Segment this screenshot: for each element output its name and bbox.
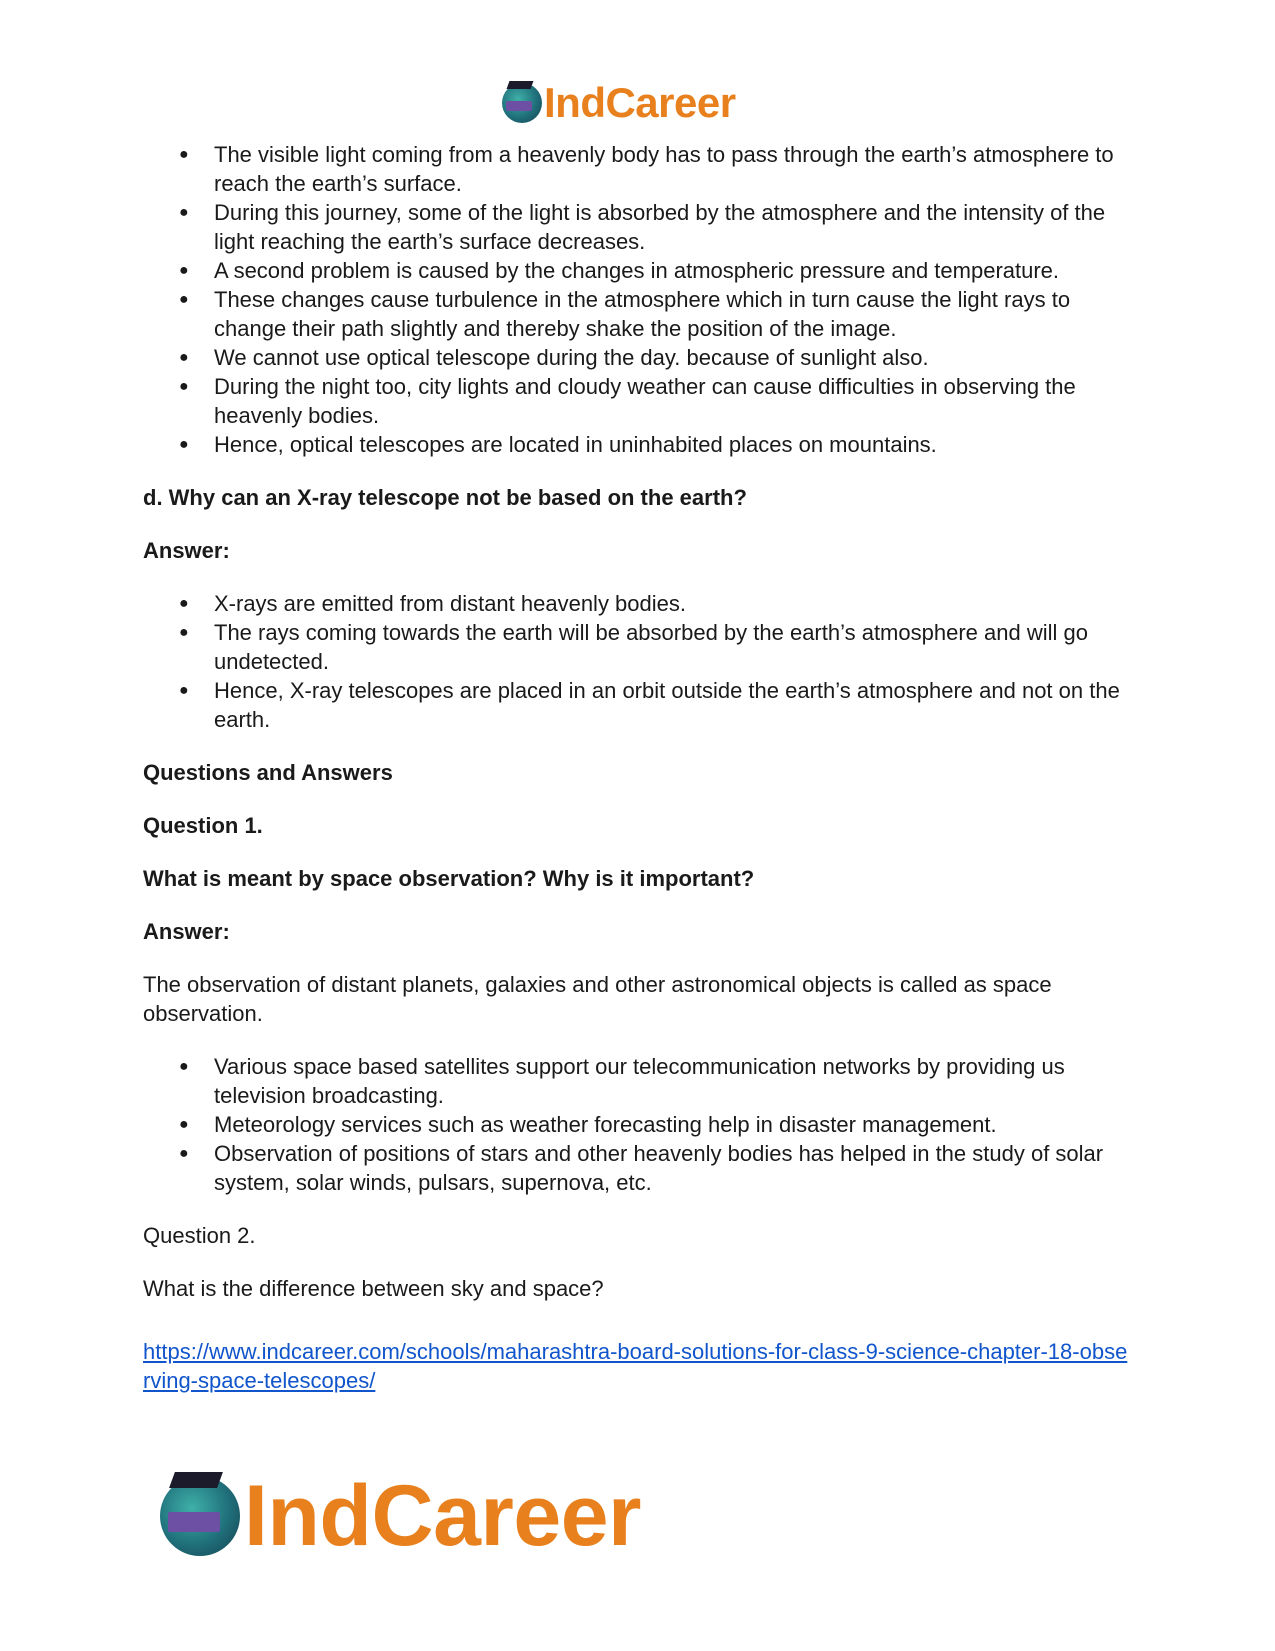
bullet-list-optical	[143, 140, 1133, 459]
indcareer-logo-top	[502, 78, 736, 128]
list-item: ● During this journey, some of the light is absorbed by the atmosphere and the intensity of the light reaching the earth’s surface decreases.	[143, 198, 1133, 256]
book-icon	[168, 1512, 220, 1532]
list-item: ● Various space based satellites support our telecommunication networks by providing us television broadcasting.	[143, 1052, 1133, 1110]
globe-book-icon	[160, 1476, 240, 1556]
answer-label: Answer:	[143, 538, 230, 563]
question-2-text: What is the difference between sky and space?	[143, 1276, 604, 1301]
book-icon	[506, 101, 532, 111]
question-2-label: Question 2.	[143, 1223, 256, 1248]
list-item: ● The rays coming towards the earth will be absorbed by the earth’s atmosphere and will go undetected.	[143, 618, 1133, 676]
indcareer-logo-bottom	[160, 1468, 641, 1564]
list-item: ● A second problem is caused by the changes in atmospheric pressure and temperature.	[143, 256, 1133, 285]
list-item: ● Meteorology services such as weather forecasting help in disaster management.	[143, 1110, 1133, 1139]
list-item: ● X-rays are emitted from distant heavenly bodies.	[143, 589, 1133, 618]
graduation-cap-icon	[169, 1472, 223, 1488]
list-item: ● These changes cause turbulence in the atmosphere which in turn cause the light rays to change their path slightly and thereby shake the position of the image.	[143, 285, 1133, 343]
question-1-label: Question 1.	[143, 813, 263, 838]
list-item: ● Hence, X-ray telescopes are placed in an orbit outside the earth’s atmosphere and not on the earth.	[143, 676, 1133, 734]
logo-wordmark: IndCareer	[244, 1467, 641, 1564]
bullet-list-xray	[143, 589, 1133, 734]
list-item: ● Hence, optical telescopes are located in uninhabited places on mountains.	[143, 430, 1133, 459]
logo-wordmark: IndCareer	[544, 79, 736, 126]
list-item: ● Observation of positions of stars and other heavenly bodies has helped in the study of solar system, solar winds, pulsars, supernova, etc.	[143, 1139, 1133, 1197]
graduation-cap-icon	[507, 81, 534, 89]
question-1-answer-label: Answer:	[143, 919, 230, 944]
question-1-answer-paragraph: The observation of distant planets, galaxies and other astronomical objects is called as space observation.	[143, 972, 1052, 1026]
bullet-list-q1	[143, 1052, 1133, 1197]
list-item: ● We cannot use optical telescope during the day. because of sunlight also.	[143, 343, 1133, 372]
section-heading: Questions and Answers	[143, 760, 393, 785]
list-item: ● During the night too, city lights and cloudy weather can cause difficulties in observing the heavenly bodies.	[143, 372, 1133, 430]
document-body	[143, 140, 1133, 1395]
question-1-text: What is meant by space observation? Why is it important?	[143, 866, 755, 891]
globe-book-icon	[502, 83, 542, 123]
question-d: d. Why can an X-ray telescope not be based on the earth?	[143, 485, 747, 510]
source-link[interactable]: https://www.indcareer.com/schools/maharashtra-board-solutions-for-class-9-science-chapter-18-observing-space-telescopes/	[143, 1339, 1128, 1393]
list-item: ● The visible light coming from a heavenly body has to pass through the earth’s atmosphere to reach the earth’s surface.	[143, 140, 1133, 198]
